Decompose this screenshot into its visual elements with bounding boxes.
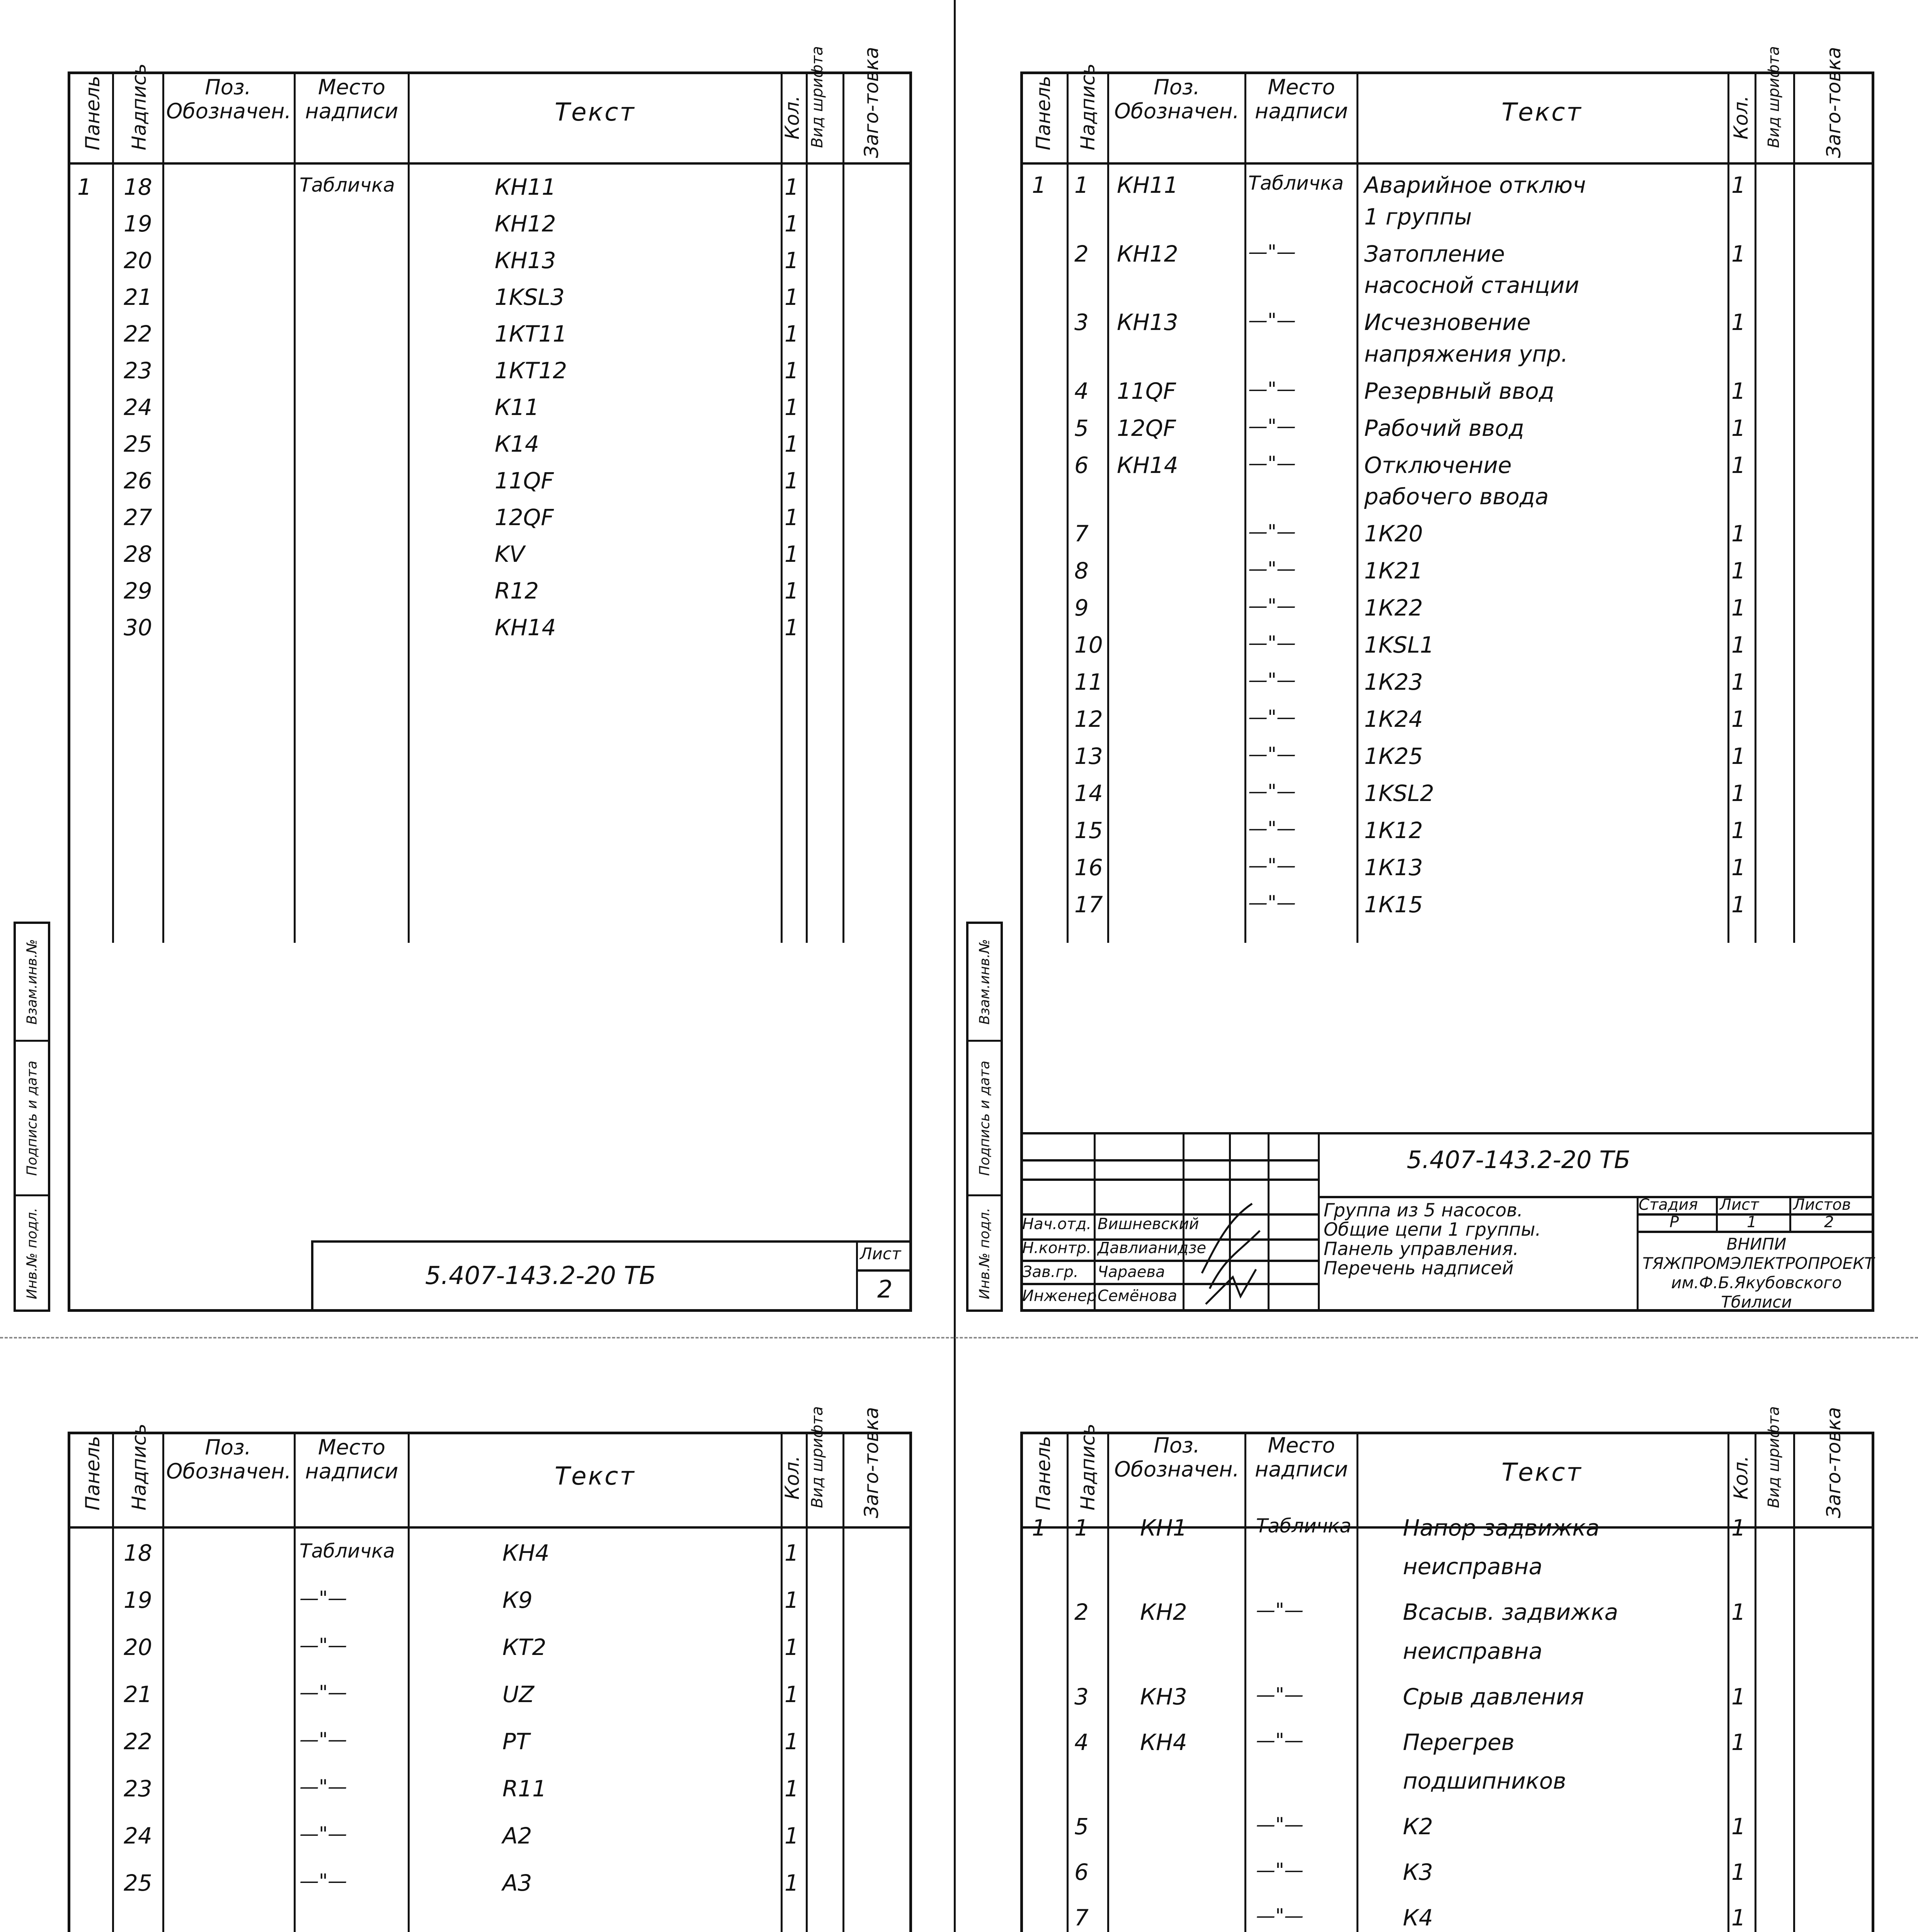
cell-qty: 1 (1731, 558, 1746, 584)
cell-text: 1KSL3 (495, 284, 565, 310)
cell-qty: 1 (1731, 1813, 1746, 1840)
cell-text-line2: напряжения упр. (1364, 340, 1568, 367)
cell-place: —"— (1248, 632, 1296, 655)
cell-text: Напор задвижка (1403, 1515, 1600, 1541)
cell-place: —"— (1248, 240, 1296, 263)
cell-place: —"— (1248, 378, 1296, 400)
cell-text: 1К23 (1364, 669, 1423, 696)
cell-text: КН4 (502, 1540, 550, 1566)
person-name: Давлианидзе (1098, 1239, 1207, 1257)
header-pos: Поз. Обозначен. (166, 75, 291, 124)
row-rule (1020, 1159, 1318, 1162)
cell-place: Табличка (1256, 1515, 1351, 1537)
cell-label-no: 17 (1074, 891, 1103, 918)
cell-text-line2: рабочего ввода (1364, 483, 1549, 510)
sidebar-cell-replace: Взам.инв.№ (977, 939, 992, 1025)
col-rule (1318, 1132, 1320, 1312)
col-rule (408, 71, 410, 943)
col-rule (1356, 1432, 1358, 1932)
header-place: Место надписи (305, 75, 398, 124)
cell-place: —"— (1248, 669, 1296, 692)
header-label: Надпись (1077, 1423, 1099, 1510)
cell-place: —"— (1256, 1813, 1304, 1836)
cell-panel: 1 (77, 174, 92, 200)
cell-text: 11QF (495, 468, 554, 494)
cell-qty: 1 (1731, 780, 1746, 807)
cell-label-no: 6 (1074, 452, 1089, 478)
cell-label-no: 15 (1074, 817, 1103, 844)
cell-qty: 1 (785, 1870, 799, 1896)
cell-qty: 1 (1731, 817, 1746, 844)
cell-text: 12QF (495, 504, 554, 531)
cell-place: —"— (1256, 1729, 1304, 1752)
header-qty: Кол. (781, 1456, 803, 1500)
cell-qty: 1 (785, 357, 799, 384)
cell-place: —"— (300, 1634, 347, 1656)
title-line: Перечень надписей (1324, 1258, 1514, 1279)
cell-text: 1К21 (1364, 558, 1423, 584)
col-rule (1107, 1432, 1109, 1932)
cell-place: —"— (1248, 891, 1296, 914)
cell-label-no: 23 (124, 1776, 152, 1802)
sidebar-cell-inv: Инв.№ подл. (968, 1194, 1001, 1310)
cell-qty: 1 (785, 321, 799, 347)
cell-text: КН12 (495, 211, 556, 237)
cell-place: —"— (1248, 452, 1296, 474)
cell-qty: 1 (1731, 706, 1746, 733)
col-rule (294, 1432, 296, 1932)
header-text: Текст (1501, 98, 1583, 127)
col-rule (1755, 71, 1756, 943)
cell-label-no: 11 (1074, 669, 1103, 696)
cell-qty: 1 (785, 284, 799, 310)
cell-qty: 1 (1731, 743, 1746, 770)
cell-label-no: 20 (124, 247, 152, 274)
cell-label-no: 2 (1074, 240, 1089, 267)
cell-qty: 1 (1731, 1515, 1746, 1541)
col-rule (112, 1432, 114, 1932)
cell-label-no: 16 (1074, 854, 1103, 881)
cell-text: К3 (1403, 1859, 1433, 1885)
cell-label-no: 22 (124, 1728, 152, 1755)
doc-code: 5.407-143.2-20 ТБ (1407, 1146, 1630, 1174)
cell-text-line2: насосной станции (1364, 272, 1579, 299)
cell-qty: 1 (785, 174, 799, 200)
cell-label-no: 9 (1074, 595, 1089, 621)
cell-qty: 1 (785, 504, 799, 531)
cell-place: —"— (1248, 854, 1296, 877)
col-rule (1793, 1432, 1795, 1932)
cell-label-no: 7 (1074, 1904, 1089, 1931)
cell-qty: 1 (1731, 854, 1746, 881)
cell-position: КН3 (1140, 1683, 1187, 1710)
header-text: Текст (1501, 1458, 1583, 1487)
col-rule (806, 1432, 808, 1932)
cell-text: 1KSL1 (1364, 632, 1434, 658)
sheet-divider-horizontal (0, 1337, 1918, 1338)
header-rule (1020, 162, 1874, 165)
col-rule (1356, 71, 1358, 943)
cell-label-no: 8 (1074, 558, 1089, 584)
cell-text: 1К22 (1364, 595, 1423, 621)
sheets-value: 2 (1824, 1213, 1834, 1231)
cell-text-line2: неисправна (1403, 1553, 1543, 1580)
cell-text: 1К13 (1364, 854, 1423, 881)
cell-place: —"— (300, 1587, 347, 1609)
cell-text: КН11 (495, 174, 556, 200)
cell-position: КН12 (1117, 240, 1178, 267)
cell-qty: 1 (1731, 452, 1746, 478)
header-place: Место надписи (1255, 75, 1348, 124)
cell-qty: 1 (1731, 240, 1746, 267)
cell-label-no: 18 (124, 1540, 152, 1566)
cell-qty: 1 (785, 247, 799, 274)
cell-place: —"— (300, 1776, 347, 1798)
cell-qty: 1 (1731, 415, 1746, 441)
cell-text: К2 (1403, 1813, 1433, 1840)
header-label: Надпись (128, 1423, 150, 1510)
cell-qty: 1 (785, 431, 799, 457)
cell-text: Аварийное отключ (1364, 172, 1586, 198)
cell-text: К11 (495, 394, 539, 420)
cell-text: Затопление (1364, 240, 1505, 267)
header-blank: Заго-товка (860, 47, 883, 158)
col-rule (1067, 1432, 1069, 1932)
header-text: Текст (555, 98, 636, 127)
header-pos: Поз. Обозначен. (1114, 1433, 1239, 1482)
col-rule (1793, 71, 1795, 943)
cell-text: 1К20 (1364, 520, 1423, 547)
cell-text-line2: 1 группы (1364, 203, 1472, 230)
cell-text: 1КТ11 (495, 321, 567, 347)
cell-position: КН2 (1140, 1599, 1187, 1626)
cell-label-no: 25 (124, 431, 152, 457)
cell-label-no: 30 (124, 614, 152, 641)
cell-label-no: 10 (1074, 632, 1103, 658)
cell-place: Табличка (1248, 172, 1344, 194)
cell-text: KV (495, 541, 525, 567)
cell-place: —"— (1256, 1599, 1304, 1622)
header-text: Текст (555, 1462, 636, 1491)
cell-place: —"— (1248, 743, 1296, 766)
cell-text: К9 (502, 1587, 533, 1613)
cell-label-no: 3 (1074, 1683, 1089, 1710)
sheet-number: 2 (877, 1275, 893, 1303)
col-rule (1755, 1432, 1756, 1932)
header-font-kind: Вид шрифта (808, 46, 826, 148)
cell-text: 1К12 (1364, 817, 1423, 844)
cell-text: R12 (495, 578, 539, 604)
header-panel: Панель (82, 1435, 104, 1510)
cell-qty: 1 (785, 614, 799, 641)
header-label: Надпись (1077, 63, 1099, 150)
cell-label-no: 4 (1074, 1729, 1089, 1755)
cell-position: 12QF (1117, 415, 1176, 441)
sidebar-stamp (14, 922, 50, 1312)
cell-label-no: 19 (124, 211, 152, 237)
cell-text-line2: неисправна (1403, 1638, 1543, 1664)
cell-label-no: 28 (124, 541, 152, 567)
person-role: Инженер (1022, 1287, 1097, 1305)
header-qty: Кол. (1730, 95, 1752, 139)
cell-qty: 1 (1731, 520, 1746, 547)
cell-place: Табличка (300, 174, 395, 196)
cell-qty: 1 (1731, 595, 1746, 621)
cell-label-no: 24 (124, 1823, 152, 1849)
cell-text: КТ2 (502, 1634, 546, 1660)
cell-text: Рабочий ввод (1364, 415, 1524, 441)
cell-position: КН11 (1117, 172, 1178, 198)
person-name: Чараева (1098, 1263, 1165, 1281)
sheet-divider-vertical (954, 0, 956, 1932)
cell-position: КН14 (1117, 452, 1178, 478)
cell-qty: 1 (1731, 1729, 1746, 1755)
cell-place: —"— (300, 1823, 347, 1845)
col-rule (294, 71, 296, 943)
org-line: ВНИПИ (1726, 1235, 1787, 1253)
header-blank: Заго-товка (1823, 1407, 1845, 1518)
cell-text: Срыв давления (1403, 1683, 1584, 1710)
sidebar-cell-replace: Взам.инв.№ (24, 939, 40, 1025)
cell-qty: 1 (785, 394, 799, 420)
stage-label: Стадия (1639, 1196, 1698, 1214)
cell-qty: 1 (785, 1728, 799, 1755)
org-line: им.Ф.Б.Якубовского (1671, 1273, 1842, 1292)
cell-qty: 1 (785, 578, 799, 604)
header-qty: Кол. (781, 95, 803, 139)
header-place: Место надписи (1255, 1433, 1348, 1482)
row-rule (1020, 1283, 1318, 1285)
cell-qty: 1 (785, 468, 799, 494)
cell-text: Отключение (1364, 452, 1512, 478)
cell-qty: 1 (1731, 1904, 1746, 1931)
col-rule (1727, 71, 1729, 943)
cell-qty: 1 (785, 1634, 799, 1660)
header-blank: Заго-товка (860, 1407, 883, 1518)
cell-qty: 1 (1731, 1859, 1746, 1885)
org-line: ТЯЖПРОМЭЛЕКТРОПРОЕКТ (1642, 1254, 1874, 1273)
cell-place: —"— (1248, 520, 1296, 543)
row-rule (1020, 1179, 1318, 1181)
title-line: Панель управления. (1324, 1238, 1519, 1260)
cell-label-no: 2 (1074, 1599, 1089, 1626)
cell-position: КН1 (1140, 1515, 1187, 1541)
cell-place: —"— (1248, 817, 1296, 840)
cell-text: Всасыв. задвижка (1403, 1599, 1618, 1626)
cell-label-no: 27 (124, 504, 152, 531)
header-font-kind: Вид шрифта (1765, 46, 1783, 148)
cell-label-no: 21 (124, 1681, 152, 1708)
header-font-kind: Вид шрифта (1765, 1406, 1783, 1508)
cell-place: —"— (1256, 1683, 1304, 1706)
header-rule (68, 1526, 912, 1529)
title-line: Группа из 5 насосов. (1324, 1200, 1523, 1221)
col-rule (112, 71, 114, 943)
cell-qty: 1 (1731, 891, 1746, 918)
cell-label-no: 29 (124, 578, 152, 604)
cell-text: КН13 (495, 247, 556, 274)
cell-position: КН4 (1140, 1729, 1187, 1755)
sidebar-cell-sign: Подпись и дата (968, 1040, 1001, 1194)
cell-label-no: 18 (124, 174, 152, 200)
cell-text: 1К24 (1364, 706, 1423, 733)
cell-label-no: 23 (124, 357, 152, 384)
cell-text: 1KSL2 (1364, 780, 1434, 807)
cell-text-line2: подшипников (1403, 1767, 1566, 1794)
cell-label-no: 5 (1074, 415, 1089, 441)
sheet-label: Лист (860, 1244, 901, 1263)
col-rule (842, 1432, 844, 1932)
cell-text: 1К25 (1364, 743, 1423, 770)
cell-text: 1К15 (1364, 891, 1423, 918)
cell-label-no: 22 (124, 321, 152, 347)
cell-text: А3 (502, 1870, 532, 1896)
cell-label-no: 20 (124, 1634, 152, 1660)
cell-qty: 1 (785, 1540, 799, 1566)
cell-place: —"— (1256, 1859, 1304, 1881)
sheets-label: Листов (1793, 1196, 1851, 1214)
cell-label-no: 1 (1074, 1515, 1089, 1541)
header-rule (68, 162, 912, 165)
cell-text: PT (502, 1728, 530, 1755)
cell-place: —"— (300, 1681, 347, 1704)
header-pos: Поз. Обозначен. (166, 1435, 291, 1484)
cell-qty: 1 (1731, 172, 1746, 198)
cell-text: Исчезновение (1364, 309, 1531, 336)
sheet-label: Лист (1720, 1196, 1759, 1214)
col-rule (1244, 1432, 1246, 1932)
cell-qty: 1 (1731, 632, 1746, 658)
person-role: Н.контр. (1022, 1239, 1091, 1257)
sheet-value: 1 (1747, 1213, 1757, 1231)
cell-qty: 1 (1731, 378, 1746, 404)
cell-place: —"— (1248, 558, 1296, 580)
sidebar-stamp (966, 922, 1003, 1312)
row-rule (1020, 1260, 1318, 1262)
col-rule (408, 1432, 410, 1932)
header-blank: Заго-товка (1823, 47, 1845, 158)
person-name: Вишневский (1098, 1215, 1199, 1233)
doc-code: 5.407-143.2-20 ТБ (425, 1262, 656, 1290)
person-role: Нач.отд. (1022, 1215, 1092, 1233)
cell-text: Перегрев (1403, 1729, 1515, 1755)
cell-label-no: 21 (124, 284, 152, 310)
cell-qty: 1 (785, 211, 799, 237)
cell-label-no: 7 (1074, 520, 1089, 547)
cell-text: КН14 (495, 614, 556, 641)
person-name: Семёнова (1098, 1287, 1178, 1305)
cell-text: R11 (502, 1776, 547, 1802)
cell-place: —"— (1248, 415, 1296, 437)
col-rule (842, 71, 844, 943)
row-rule (856, 1269, 912, 1272)
sidebar-cell-inv: Инв.№ подл. (16, 1194, 48, 1310)
col-rule (806, 71, 808, 943)
cell-qty: 1 (1731, 309, 1746, 336)
header-label: Надпись (128, 63, 150, 150)
col-rule (1727, 1432, 1729, 1932)
header-panel: Панель (82, 75, 104, 150)
cell-label-no: 12 (1074, 706, 1103, 733)
col-rule (162, 1432, 164, 1932)
col-rule (1067, 71, 1069, 943)
cell-label-no: 24 (124, 394, 152, 420)
cell-label-no: 14 (1074, 780, 1103, 807)
cell-label-no: 6 (1074, 1859, 1089, 1885)
cell-place: —"— (1248, 309, 1296, 332)
cell-place: Табличка (300, 1540, 395, 1562)
cell-qty: 1 (1731, 1599, 1746, 1626)
cell-qty: 1 (785, 1587, 799, 1613)
col-rule (1244, 71, 1246, 943)
cell-qty: 1 (1731, 669, 1746, 696)
cell-qty: 1 (785, 1776, 799, 1802)
header-panel: Панель (1032, 1435, 1055, 1510)
cell-label-no: 25 (124, 1870, 152, 1896)
header-pos: Поз. Обозначен. (1114, 75, 1239, 124)
cell-label-no: 3 (1074, 309, 1089, 336)
cell-label-no: 13 (1074, 743, 1103, 770)
cell-label-no: 26 (124, 468, 152, 494)
org-line: Тбилиси (1721, 1293, 1792, 1311)
cell-qty: 1 (1731, 1683, 1746, 1710)
cell-qty: 1 (785, 1823, 799, 1849)
header-font-kind: Вид шрифта (808, 1406, 826, 1508)
cell-text: Резервный ввод (1364, 378, 1554, 404)
cell-place: —"— (1256, 1904, 1304, 1927)
cell-text: 1КТ12 (495, 357, 567, 384)
cell-panel: 1 (1032, 1515, 1046, 1541)
sidebar-cell-sign: Подпись и дата (16, 1040, 48, 1194)
cell-text: К14 (495, 431, 539, 457)
cell-place: —"— (1248, 780, 1296, 803)
signature-marks (1194, 1196, 1268, 1308)
cell-panel: 1 (1032, 172, 1046, 198)
title-line: Общие цепи 1 группы. (1324, 1219, 1541, 1240)
cell-text: К4 (1403, 1904, 1433, 1931)
cell-label-no: 1 (1074, 172, 1089, 198)
header-place: Место надписи (305, 1435, 398, 1484)
col-rule (781, 71, 783, 943)
cell-label-no: 19 (124, 1587, 152, 1613)
cell-qty: 1 (785, 1681, 799, 1708)
col-rule (856, 1240, 858, 1312)
cell-text: UZ (502, 1681, 534, 1708)
cell-place: —"— (300, 1728, 347, 1751)
cell-position: 11QF (1117, 378, 1176, 404)
cell-place: —"— (1248, 706, 1296, 729)
header-panel: Панель (1032, 75, 1055, 150)
person-role: Зав.гр. (1022, 1263, 1079, 1281)
header-qty: Кол. (1730, 1456, 1752, 1500)
cell-label-no: 4 (1074, 378, 1089, 404)
cell-text: А2 (502, 1823, 532, 1849)
cell-place: —"— (300, 1870, 347, 1892)
cell-label-no: 5 (1074, 1813, 1089, 1840)
cell-position: КН13 (1117, 309, 1178, 336)
col-rule (162, 71, 164, 943)
cell-place: —"— (1248, 595, 1296, 617)
cell-qty: 1 (785, 541, 799, 567)
col-rule (1107, 71, 1109, 943)
stage-value: Р (1670, 1213, 1679, 1231)
